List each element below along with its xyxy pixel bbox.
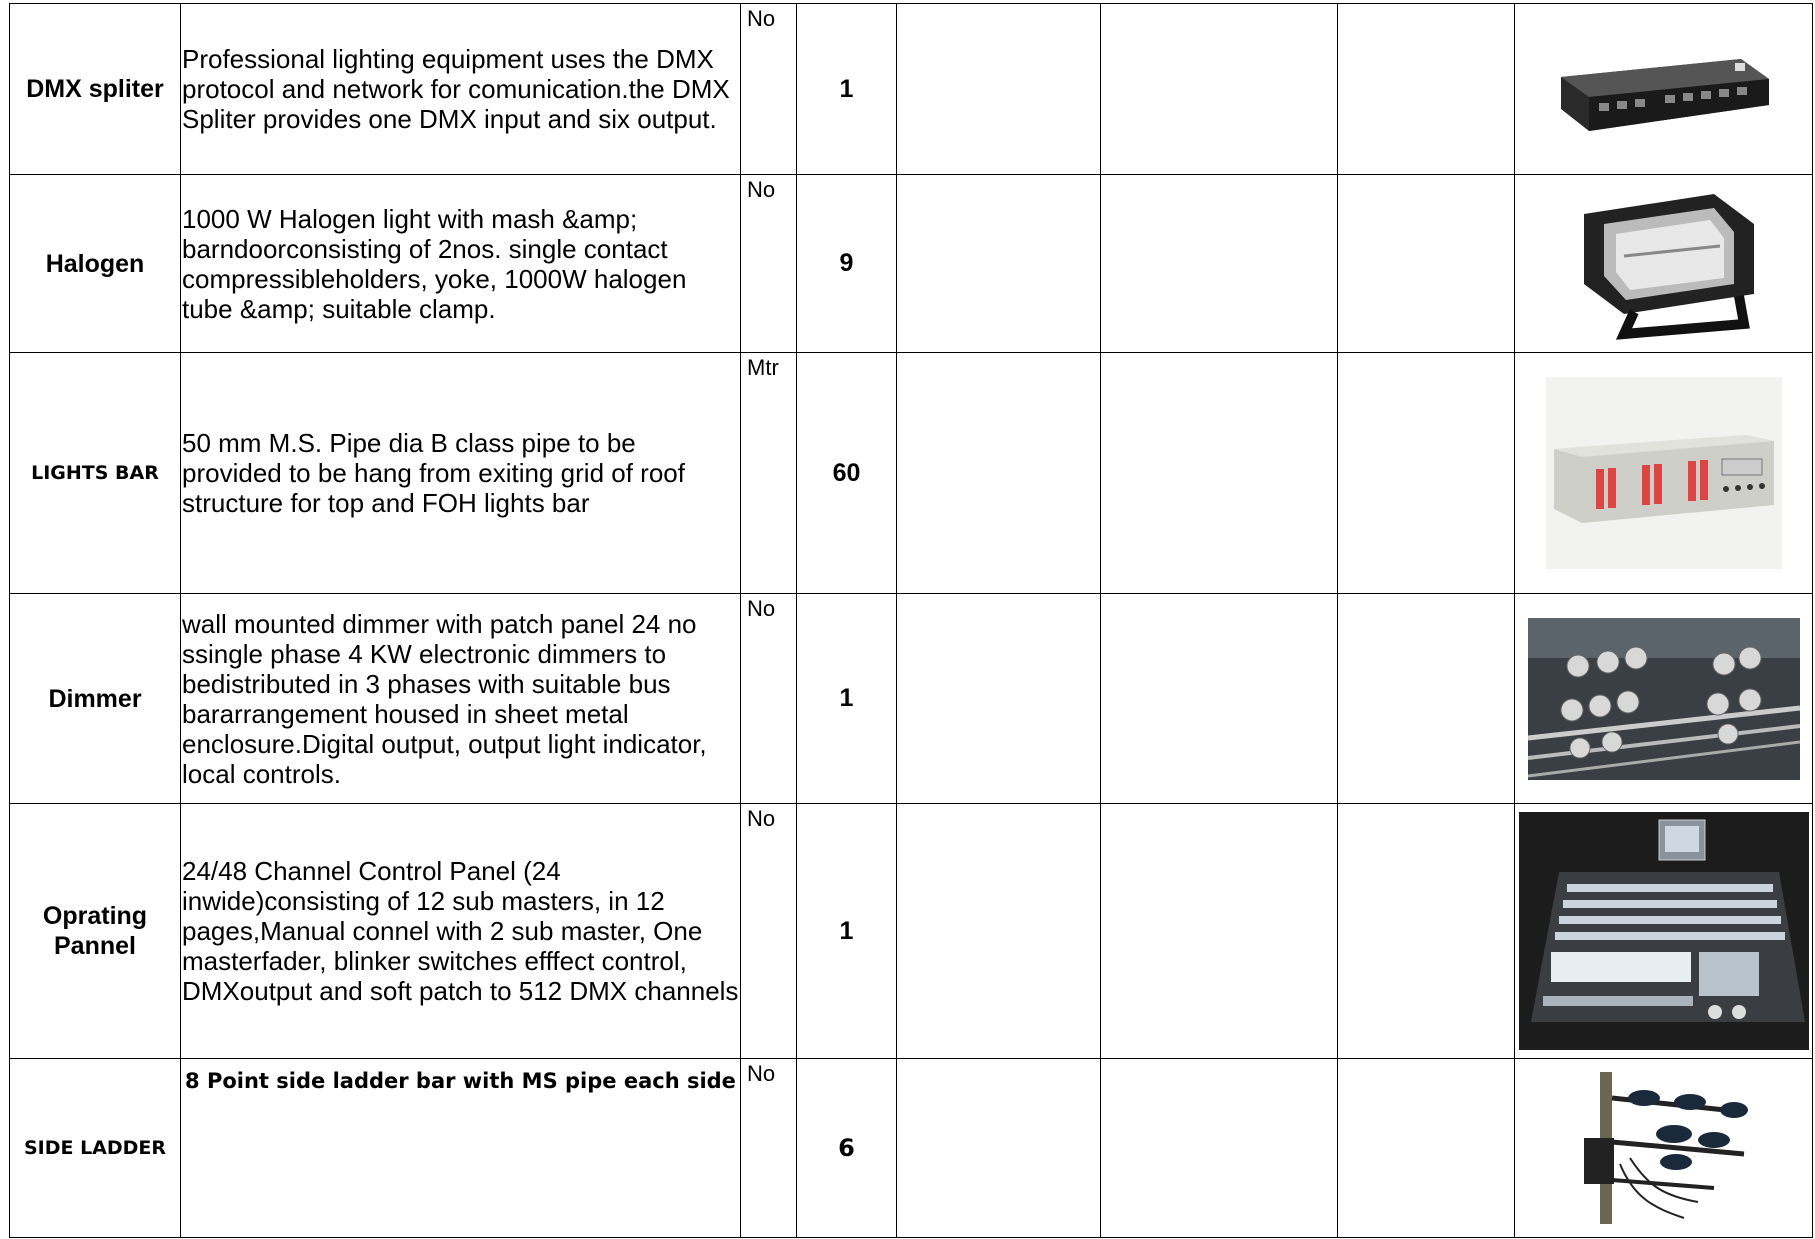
table-row xyxy=(10,804,1813,1059)
item-name: SIDE LADDER xyxy=(10,1059,181,1238)
table-row xyxy=(10,594,1813,804)
empty-cell xyxy=(897,594,1101,804)
item-name: LIGHTS BAR xyxy=(10,353,181,594)
item-quantity: 1 xyxy=(797,4,897,175)
item-description: wall mounted dimmer with patch panel 24 no ssingle phase 4 KW electronic dimmers to bedistributed in 3 phases with suitable bus bararrangement housed in sheet metal enclosure.Digital output, output light indicator, local controls. xyxy=(181,594,741,804)
item-quantity: 1 xyxy=(797,804,897,1059)
empty-cell xyxy=(1338,804,1515,1059)
empty-cell xyxy=(1101,804,1338,1059)
item-image-cell xyxy=(1515,1059,1813,1238)
empty-cell xyxy=(1338,594,1515,804)
item-unit: No xyxy=(741,4,797,175)
side-ladder-photo xyxy=(1564,1068,1764,1228)
empty-cell xyxy=(1101,353,1338,594)
empty-cell xyxy=(897,175,1101,353)
table-row xyxy=(10,1059,1813,1238)
item-name: Oprating Pannel xyxy=(10,804,181,1059)
item-description: 8 Point side ladder bar with MS pipe each side xyxy=(181,1059,741,1238)
empty-cell xyxy=(1338,175,1515,353)
item-image-cell xyxy=(1515,804,1813,1059)
item-quantity: 9 xyxy=(797,175,897,353)
item-unit: No xyxy=(741,175,797,353)
empty-cell xyxy=(897,4,1101,175)
item-image-cell xyxy=(1515,594,1813,804)
empty-cell xyxy=(897,804,1101,1059)
empty-cell xyxy=(1101,1059,1338,1238)
empty-cell xyxy=(897,353,1101,594)
empty-cell xyxy=(1338,4,1515,175)
empty-cell xyxy=(1101,594,1338,804)
item-name: Dimmer xyxy=(10,594,181,804)
item-unit: No xyxy=(741,804,797,1059)
item-name: DMX spliter xyxy=(10,4,181,175)
empty-cell xyxy=(1101,4,1338,175)
empty-cell xyxy=(1338,353,1515,594)
item-unit: Mtr xyxy=(741,353,797,594)
dmx-splitter-photo xyxy=(1555,39,1773,139)
empty-cell xyxy=(1101,175,1338,353)
item-description: 1000 W Halogen light with mash &amp; barndoorconsisting of 2nos. single contact compressibleholders, yoke, 1000W halogen tube &amp; suitable clamp. xyxy=(181,175,741,353)
item-quantity: 6 xyxy=(797,1059,897,1238)
item-image-cell xyxy=(1515,175,1813,353)
equipment-sheet xyxy=(9,3,1812,1237)
lighting-console-photo xyxy=(1519,812,1809,1050)
table-row xyxy=(10,175,1813,353)
equipment-table xyxy=(9,3,1813,1238)
item-unit: No xyxy=(741,1059,797,1238)
item-quantity: 60 xyxy=(797,353,897,594)
empty-cell xyxy=(897,1059,1101,1238)
item-quantity: 1 xyxy=(797,594,897,804)
item-description: 24/48 Channel Control Panel (24 inwide)consisting of 12 sub masters, in 12 pages,Manual connel with 2 sub master, One masterfader, blinker switches efffect control, DMXoutput and soft patch to 512 DMX channels xyxy=(181,804,741,1059)
lights-on-truss-photo xyxy=(1528,618,1800,780)
table-row xyxy=(10,353,1813,594)
item-name: Halogen xyxy=(10,175,181,353)
table-row xyxy=(10,4,1813,175)
empty-cell xyxy=(1338,1059,1515,1238)
item-description: 50 mm M.S. Pipe dia B class pipe to be provided to be hang from exiting grid of roof structure for top and FOH lights bar xyxy=(181,353,741,594)
rack-dimmer-photo xyxy=(1546,377,1782,569)
item-image-cell xyxy=(1515,353,1813,594)
item-description: Professional lighting equipment uses the DMX protocol and network for comunication.the DMX Spliter provides one DMX input and six output. xyxy=(181,4,741,175)
halogen-light-photo xyxy=(1564,184,1764,344)
item-image-cell xyxy=(1515,4,1813,175)
item-unit: No xyxy=(741,594,797,804)
